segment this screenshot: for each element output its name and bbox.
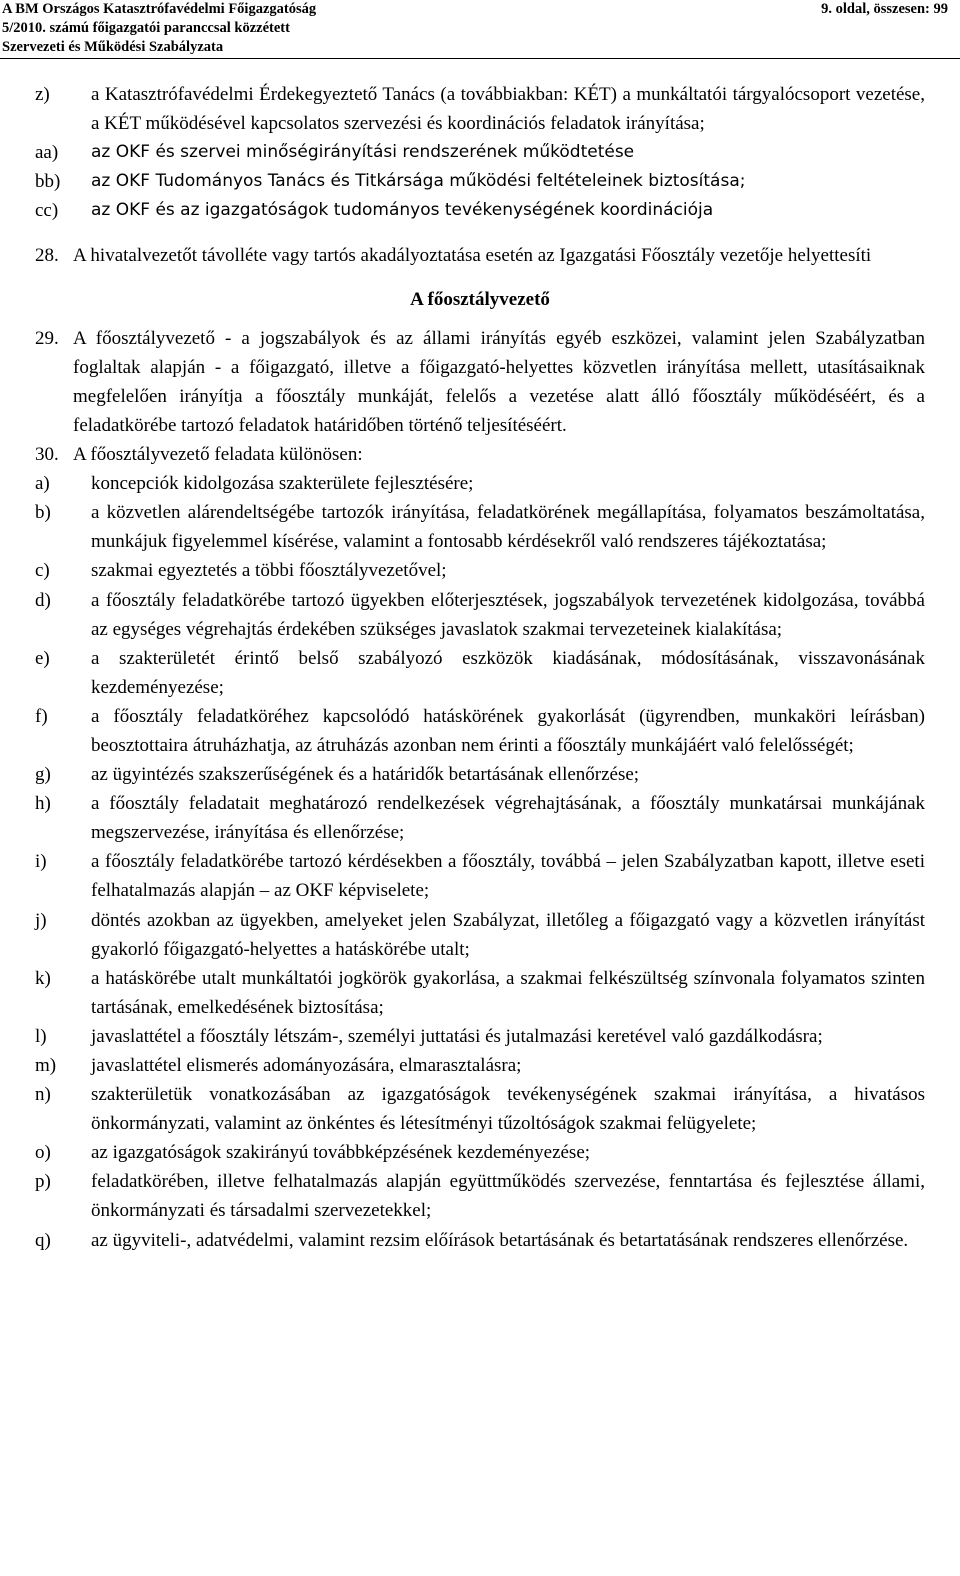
header-order: 5/2010. számú főigazgatói paranccsal közzétett xyxy=(2,20,290,36)
list-item-label: z) xyxy=(35,84,50,105)
list-item-text: szakmai egyeztetés a többi főosztályvezetővel; xyxy=(91,560,447,582)
list-item xyxy=(35,702,925,760)
paragraph-text: A hivatalvezetőt távolléte vagy tartós akadályoztatása esetén az Igazgatási Főosztály vezetője helyettesíti xyxy=(73,245,872,267)
list-item-label: n) xyxy=(35,1084,51,1106)
list-item-label: i) xyxy=(35,851,47,873)
paragraph-number: 28. xyxy=(35,245,59,267)
list-item xyxy=(35,789,925,847)
list-item-text: javaslattétel a főosztály létszám-, személyi juttatási és jutalmazási keretével való gazdálkodásra; xyxy=(91,1025,823,1047)
list-item-text: döntés azokban az ügyekben, amelyeket jelen Szabályzat, illetőleg a főigazgató vagy a közvetlen irányítást gyakorló főigazgató-helyettes a hatáskörébe utalt; xyxy=(91,909,925,960)
list-item-text: a hatáskörébe utalt munkáltatói jogkörök gyakorlása, a szakmai felkészültség színvonala folyamatos szinten tartásának, emelkedésének biztosítása; xyxy=(91,967,925,1018)
list-item xyxy=(35,1022,925,1051)
list-item xyxy=(35,760,925,789)
list-item xyxy=(35,469,925,498)
list-item-label: q) xyxy=(35,1229,51,1251)
paragraph-30 xyxy=(35,440,925,469)
list-item xyxy=(35,196,925,225)
list-item xyxy=(35,586,925,644)
paragraph-28 xyxy=(35,241,925,270)
list-item-text: az OKF Tudományos Tanács és Titkársága működési feltételeinek biztosítása; xyxy=(91,171,746,192)
list-item xyxy=(35,644,925,702)
list-item-label: m) xyxy=(35,1055,57,1076)
list-item-label: e) xyxy=(35,647,50,669)
paragraph-29 xyxy=(35,324,925,440)
list-item-label: l) xyxy=(35,1025,47,1047)
list-item-label: a) xyxy=(35,473,50,495)
list-item-text: a közvetlen alárendeltségébe tartozók irányítása, feladatkörének megállapítása, folyamatos beszámoltatása, munkájuk figyelemmel kísérése, valamint a fontosabb kérdésekről való rendszeres tájékoztatása; xyxy=(91,502,925,553)
list-item-text: a főosztály feladatkörébe tartozó ügyekben előterjesztések, jogszabályok tervezetének kidolgozása, továbbá az egységes végrehajtás érdekében szükséges javaslatok szakmai tervezeteinek kialakítása; xyxy=(91,589,925,640)
list-item-label: p) xyxy=(35,1171,51,1193)
list-item-text: az OKF és az igazgatóságok tudományos tevékenységének koordinációja xyxy=(91,200,714,221)
header-document-title: Szervezeti és Működési Szabályzata xyxy=(2,39,224,55)
list-item xyxy=(35,847,925,905)
list-item-text: az OKF és szervei minőségirányítási rendszerének működtetése xyxy=(91,142,635,163)
list-item-label: c) xyxy=(35,560,50,582)
list-item-text: a főosztály feladatait meghatározó rendelkezések végrehajtásának, a főosztály munkatársai munkájának megszervezése, irányítása és ellenőrzése; xyxy=(91,793,925,844)
list-item-text: a szakterületét érintő belső szabályozó eszközök kiadásának, módosításának, visszavonásának kezdeményezése; xyxy=(91,647,925,698)
list-item xyxy=(35,1051,925,1080)
page-number: 9. oldal, összesen: 99 xyxy=(821,1,948,17)
header-organization: A BM Országos Katasztrófavédelmi Főigazgatóság xyxy=(2,1,317,17)
list-item-text: feladatkörében, illetve felhatalmazás alapján együttműködés szervezése, fenntartása és fejlesztése állami, önkormányzati és társadalmi szervezetekkel; xyxy=(91,1171,925,1222)
list-item xyxy=(35,556,925,585)
list-item-label: j) xyxy=(35,909,47,931)
list-item-text: a főosztály feladatköréhez kapcsolódó hatáskörének gyakorlását (ügyrendben, munkaköri leírásban) beosztottaira átruházhatja, az átruházás azonban nem érinti a főosztály munkájáért való felelősségét; xyxy=(91,705,925,756)
list-item-label: k) xyxy=(35,967,51,989)
list-item xyxy=(35,80,925,138)
list-item-label: f) xyxy=(35,705,48,727)
list-item xyxy=(35,138,925,167)
list-item-label: cc) xyxy=(35,200,59,222)
document-body xyxy=(35,80,925,1255)
list-item-label: b) xyxy=(35,502,51,524)
paragraph-number: 30. xyxy=(35,444,59,466)
list-item xyxy=(35,167,925,196)
list-item-text: javaslattétel elismerés adományozására, elmarasztalásra; xyxy=(91,1055,522,1076)
list-item-text: az ügyintézés szakszerűségének és a határidők betartásának ellenőrzése; xyxy=(91,764,640,786)
paragraph-text: A főosztályvezető feladata különösen: xyxy=(73,444,363,466)
list-item-label: h) xyxy=(35,793,51,815)
list-item xyxy=(35,1138,925,1167)
list-item-text: szakterületük vonatkozásában az igazgatóságok tevékenységének szakmai irányítása, a hivatásos önkormányzati, valamint az önkéntes és létesítményi tűzoltóságok szakmai felügyelete; xyxy=(91,1084,925,1135)
list-item-text: a főosztály feladatkörébe tartozó kérdésekben a főosztály, továbbá – jelen Szabályzatban kapott, illetve eseti felhatalmazás alapján – az OKF képviselete; xyxy=(91,851,925,902)
list-item-text: az ügyviteli-, adatvédelmi, valamint rezsim előírások betartásának és betartatásának rendszeres ellenőrzése. xyxy=(91,1229,909,1251)
list-item xyxy=(35,964,925,1022)
section-heading: A főosztályvezető xyxy=(410,288,550,310)
list-item-label: d) xyxy=(35,589,51,611)
list-item-label: o) xyxy=(35,1142,51,1164)
list-item-label: bb) xyxy=(35,171,61,193)
list-item-text: a Katasztrófavédelmi Érdekegyeztető Tanács (a továbbiakban: KÉT) a munkáltatói tárgyalócsoport vezetése, a KÉT működésével kapcsolatos szervezési és koordinációs feladatok irányítása; xyxy=(91,84,925,135)
paragraph-number: 29. xyxy=(35,327,59,349)
list-item xyxy=(35,1167,925,1225)
list-item-text: koncepciók kidolgozása szakterülete fejlesztésére; xyxy=(91,473,474,495)
list-item-text: az igazgatóságok szakirányú továbbképzésének kezdeményezése; xyxy=(91,1142,591,1164)
page-header xyxy=(0,0,960,59)
paragraph-text: A főosztályvezető - a jogszabályok és az állami irányítás egyéb eszközei, valamint jelen Szabályzatban foglaltak alapján - a főigazgató, illetve a főigazgató-helyettes közvetlen irányítása mellett, utasításaiknak megfelelően irányítja a főosztály munkáját, felelős a vezetése alatt álló főosztály működéséért, és a feladatkörébe tartozó feladatok határidőben történő teljesítéséért. xyxy=(73,327,925,436)
list-item-label: g) xyxy=(35,764,51,786)
list-item-label: aa) xyxy=(35,142,59,164)
list-item xyxy=(35,1080,925,1138)
list-item xyxy=(35,906,925,964)
list-item xyxy=(35,1226,925,1255)
list-item xyxy=(35,498,925,556)
